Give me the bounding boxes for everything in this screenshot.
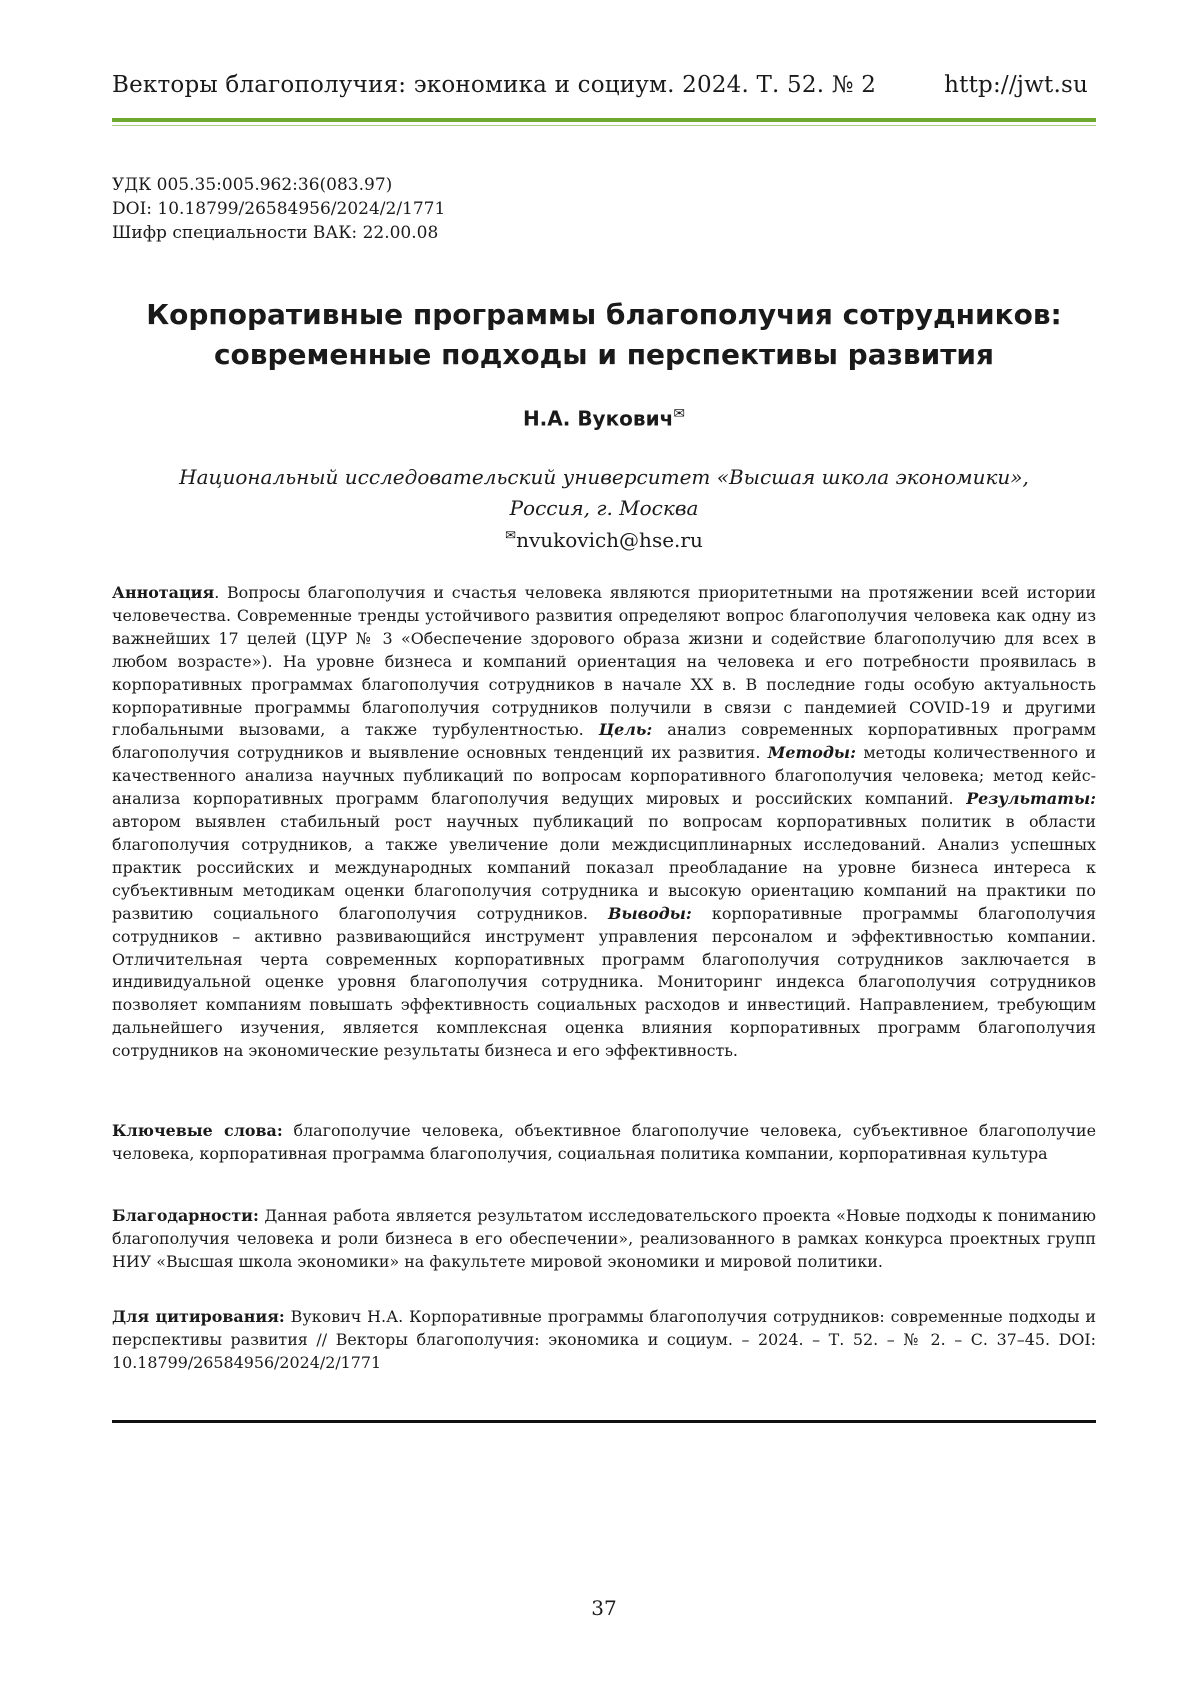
conclusions-label: Выводы: [608, 904, 692, 923]
aim-label: Цель: [599, 720, 652, 739]
methods-label: Методы: [768, 743, 856, 762]
aim-text: анализ современных корпоративных программ благополучия сотрудников и выявление основных тенденций их развития. [112, 720, 1096, 762]
envelope-icon: ✉ [505, 528, 516, 543]
journal-title: Векторы благополучия: экономика и социум. 2024. Т. 52. № 2 [112, 72, 876, 98]
citation-label: Для цитирования: [112, 1307, 285, 1326]
title-line-1: Корпоративные программы благополучия сотрудников: [112, 295, 1096, 335]
acknowledgements [112, 1205, 1096, 1274]
affiliation-line-1: Национальный исследовательский университет «Высшая школа экономики», [112, 462, 1096, 493]
acknowledgements-text: Данная работа является результатом исследовательского проекта «Новые подходы к пониманию благополучия человека и роли бизнеса в его обеспечении», реализованного в рамках конкурса проектных групп НИУ «Высшая школа экономики» на факультете мировой экономики и мировой политики. [112, 1206, 1096, 1271]
conclusions-text: корпоративные программы благополучия сотрудников – активно развивающийся инструмент управления персоналом и эффективностью компании. Отличительная черта современных корпоративных программ благополучия сотрудников заключается в индивидуальной оценке уровня благополучия сотрудника. Мониторинг индекса благополучия сотрудников позволяет компаниям повышать эффективность социальных расходов и инвестиций. Направлением, требующим дальнейшего изучения, является комплексная оценка влияния корпоративных программ благополучия сотрудников на экономические результаты бизнеса и его эффективность. [112, 904, 1096, 1060]
running-header [112, 72, 1096, 112]
methods-text: методы количественного и качественного анализа научных публикаций по вопросам корпоративного благополучия человека; метод кейс-анализа корпоративных программ благополучия ведущих мировых и российских компаний. [112, 743, 1096, 808]
author-email [112, 528, 1096, 552]
results-label: Результаты: [966, 789, 1096, 808]
header-divider-thin [112, 125, 1096, 126]
article-title [112, 295, 1096, 375]
abstract-intro: . Вопросы благополучия и счастья человека являются приоритетными на протяжении всей истории человечества. Современные тренды устойчивого развития определяют вопрос благополучия человека как одну из важнейших 17 целей (ЦУР № 3 «Обеспечение здорового образа жизни и содействие благополучию для всех в любом возрасте»). На уровне бизнеса и компаний ориентация на человека и его потребности проявилась в корпоративных программах благополучия сотрудников в начале XX в. В последние годы особую актуальность корпоративные программы благополучия сотрудников получили в связи с пандемией COVID-19 и другими глобальными вызовами, а также турбулентностью. [112, 583, 1096, 739]
keywords-text: благополучие человека, объективное благополучие человека, субъективное благополучие человека, корпоративная программа благополучия, социальная политика компании, корпоративная культура [112, 1121, 1096, 1163]
udk-code: УДК 005.35:005.962:36(083.97) [112, 173, 445, 197]
header-divider [112, 118, 1096, 122]
keywords-label: Ключевые слова: [112, 1121, 283, 1140]
author [112, 406, 1096, 431]
email-link[interactable]: nvukovich@hse.ru [516, 528, 703, 552]
acknowledgements-label: Благодарности: [112, 1206, 259, 1225]
abstract-label: Аннотация [112, 583, 214, 602]
results-text: автором выявлен стабильный рост научных публикаций по вопросам корпоративных политик в области благополучия сотрудников, а также увеличение доли междисциплинарных исследований. Анализ успешных практик российских и международных компаний показал преобладание на уровне бизнеса интереса к субъективным методикам оценки благополучия сотрудника и высокую ориентацию компаний на практики по развитию социального благополучия сотрудников. [112, 812, 1096, 923]
doi: DOI: 10.18799/26584956/2024/2/1771 [112, 197, 445, 221]
citation-text: Вукович Н.А. Корпоративные программы благополучия сотрудников: современные подходы и перспективы развития // Векторы благополучия: экономика и социум. – 2024. – Т. 52. – № 2. – С. 37–45. DOI: 10.18799/26584956/2024/2/1771 [112, 1307, 1096, 1372]
journal-website-link[interactable]: http://jwt.su [944, 72, 1088, 98]
affiliation-line-2: Россия, г. Москва [112, 493, 1096, 524]
author-name: Н.А. Вукович [523, 407, 673, 431]
page-number: 37 [112, 1596, 1096, 1620]
footer-divider [112, 1420, 1096, 1423]
article-page [112, 0, 1096, 1698]
article-metadata [112, 173, 445, 245]
vak-code: Шифр специальности ВАК: 22.00.08 [112, 221, 445, 245]
abstract [112, 582, 1096, 1063]
citation [112, 1306, 1096, 1375]
envelope-icon: ✉ [673, 406, 685, 422]
affiliation [112, 462, 1096, 524]
title-line-2: современные подходы и перспективы развития [112, 335, 1096, 375]
keywords [112, 1120, 1096, 1166]
